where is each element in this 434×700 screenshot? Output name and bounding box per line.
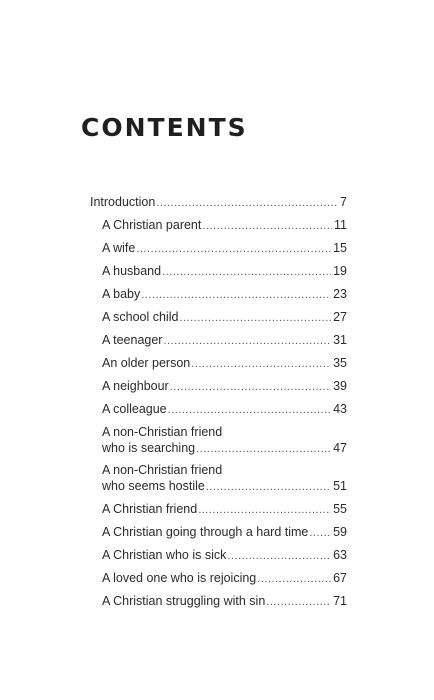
toc-entry-title: A Christian struggling with sin (102, 594, 266, 608)
toc-entry[interactable] (90, 502, 347, 517)
toc-entry-title-line1: A non-Christian friend (102, 463, 223, 477)
toc-page-number: 23 (333, 287, 347, 301)
toc-entry[interactable] (90, 379, 347, 394)
toc-entry[interactable] (90, 310, 347, 325)
dot-leader (196, 442, 331, 457)
toc-entry-title: who seems hostile (102, 479, 205, 493)
dot-leader (179, 311, 331, 326)
toc-entry-title: A Christian going through a hard time (102, 525, 309, 539)
toc-page-number: 55 (333, 502, 347, 516)
toc-entry-title: Introduction (90, 195, 156, 209)
toc-entry-introduction[interactable] (90, 195, 347, 210)
toc-entry-title: A Christian who is sick (102, 548, 227, 562)
toc-entry[interactable] (90, 594, 347, 609)
toc-entry[interactable] (90, 425, 347, 456)
dot-leader (156, 196, 338, 211)
dot-leader (266, 595, 331, 610)
dot-leader (206, 480, 331, 495)
toc-entry-title: A wife (102, 241, 136, 255)
toc-entry-title: A Christian friend (102, 502, 198, 516)
dot-leader (168, 403, 331, 418)
dot-leader (136, 242, 331, 257)
toc-entry-title: A Christian parent (102, 218, 202, 232)
contents-heading: CONTENTS (81, 113, 248, 142)
toc-entry-title: who is searching (102, 441, 196, 455)
toc-page-number: 43 (333, 402, 347, 416)
toc-page-number: 67 (333, 571, 347, 585)
toc-entry[interactable] (90, 548, 347, 563)
toc-page-number: 15 (333, 241, 347, 255)
toc-page-number: 11 (334, 218, 347, 232)
dot-leader (162, 265, 331, 280)
toc-page-number: 51 (333, 479, 347, 493)
toc-page-number: 35 (333, 356, 347, 370)
dot-leader (170, 380, 331, 395)
toc-entry[interactable] (90, 218, 347, 233)
toc-entry[interactable] (90, 241, 347, 256)
toc-entry-title: A teenager (102, 333, 163, 347)
toc-page-number: 59 (333, 525, 347, 539)
toc-entry[interactable] (90, 287, 347, 302)
toc-page-number: 19 (333, 264, 347, 278)
dot-leader (141, 288, 331, 303)
toc-entry[interactable] (90, 333, 347, 348)
dot-leader (202, 219, 332, 234)
toc-entry-title: A school child (102, 310, 179, 324)
toc-entry-title: A baby (102, 287, 141, 301)
toc-entry[interactable] (90, 402, 347, 417)
toc-entry-title: A loved one who is rejoicing (102, 571, 257, 585)
toc-entry-title: A neighbour (102, 379, 169, 393)
toc-entry-title: An older person (102, 356, 191, 370)
dot-leader (191, 357, 331, 372)
table-of-contents (90, 195, 347, 609)
toc-entry-title-line1: A non-Christian friend (102, 425, 223, 439)
toc-page-number: 47 (333, 441, 347, 455)
dot-leader (198, 503, 331, 518)
dot-leader (227, 549, 331, 564)
dot-leader (309, 526, 331, 541)
toc-entry[interactable] (90, 571, 347, 586)
dot-leader (163, 334, 331, 349)
toc-page-number: 7 (340, 195, 347, 209)
toc-page-number: 31 (333, 333, 347, 347)
toc-entry[interactable] (90, 356, 347, 371)
toc-page-number: 71 (333, 594, 347, 608)
toc-page-number: 27 (333, 310, 347, 324)
dot-leader (257, 572, 331, 587)
toc-entry[interactable] (90, 264, 347, 279)
toc-entry[interactable] (90, 525, 347, 540)
toc-entry-title: A husband (102, 264, 162, 278)
toc-page-number: 63 (333, 548, 347, 562)
toc-entry-title: A colleague (102, 402, 167, 416)
toc-entry[interactable] (90, 463, 347, 494)
toc-page-number: 39 (333, 379, 347, 393)
